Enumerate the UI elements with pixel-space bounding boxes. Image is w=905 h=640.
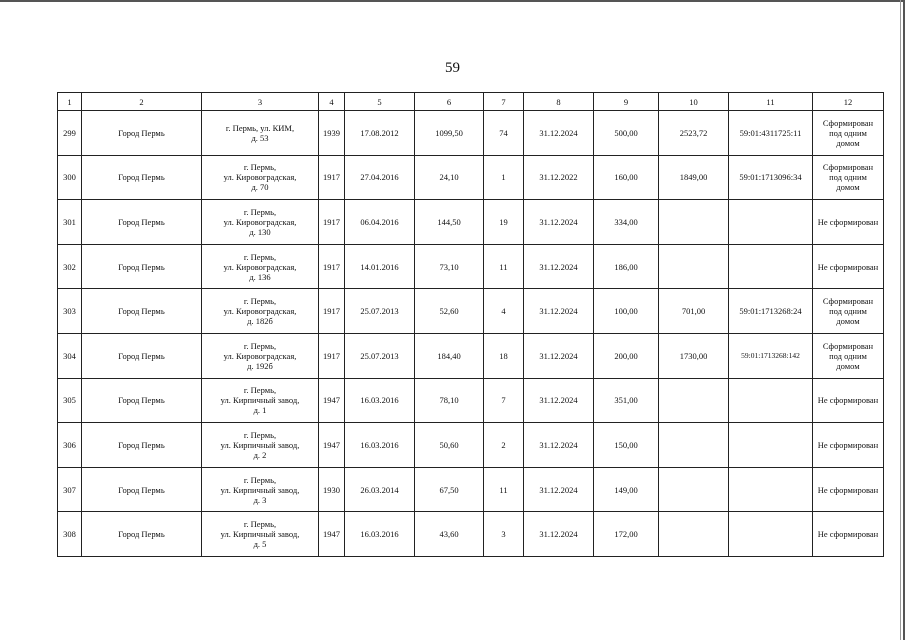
- address-cell: [202, 289, 319, 334]
- year-built-cell: 1947: [319, 512, 345, 557]
- area-cell: 67,50: [415, 467, 484, 512]
- land-status-line: Не сформирован: [817, 529, 879, 540]
- land-status-cell: [813, 200, 884, 245]
- land-status-cell: [813, 289, 884, 334]
- address-line: ул. Кировоградская,: [223, 350, 297, 361]
- residents-cell: 3: [484, 512, 524, 557]
- area-cell: 24,10: [415, 155, 484, 200]
- land-status-line: Не сформирован: [817, 395, 879, 406]
- residents-cell: 11: [484, 467, 524, 512]
- table-row: [58, 423, 884, 468]
- date-cell: 16.03.2016: [345, 512, 415, 557]
- date-cell: 26.03.2014: [345, 467, 415, 512]
- land-area-cell: [659, 423, 729, 468]
- year-built-cell: 1947: [319, 378, 345, 423]
- land-status-cell: [813, 423, 884, 468]
- area-cell: 50,60: [415, 423, 484, 468]
- residents-cell: 7: [484, 378, 524, 423]
- deadline-cell: 31.12.2024: [524, 244, 594, 289]
- value-cell: 160,00: [594, 155, 659, 200]
- address-line: г. Пермь,: [243, 251, 277, 262]
- land-status-line: Сформирован: [822, 117, 874, 128]
- row-number-cell: 299: [58, 111, 82, 156]
- year-built-cell: 1917: [319, 155, 345, 200]
- cadastral-number-cell: 59:01:4311725:11: [729, 111, 813, 156]
- address-line: д. 70: [251, 182, 269, 193]
- land-area-cell: 2523,72: [659, 111, 729, 156]
- land-area-cell: [659, 244, 729, 289]
- address-line: д. 1: [253, 405, 267, 416]
- address-line: ул. Кирпичный завод,: [220, 529, 300, 540]
- land-area-cell: [659, 512, 729, 557]
- address-line: г. Пермь,: [243, 296, 277, 307]
- land-status-line: домом: [836, 360, 860, 371]
- year-built-cell: 1939: [319, 111, 345, 156]
- land-status-cell: [813, 155, 884, 200]
- value-cell: 500,00: [594, 111, 659, 156]
- table-row: [58, 244, 884, 289]
- address-cell: [202, 423, 319, 468]
- address-cell: [202, 467, 319, 512]
- date-cell: 25.07.2013: [345, 289, 415, 334]
- address-cell: [202, 155, 319, 200]
- date-cell: 16.03.2016: [345, 378, 415, 423]
- year-built-cell: 1917: [319, 289, 345, 334]
- address-line: д. 182б: [247, 316, 273, 327]
- date-cell: 25.07.2013: [345, 333, 415, 378]
- address-line: д. 53: [251, 132, 269, 143]
- address-line: ул. Кировоградская,: [223, 216, 297, 227]
- municipality-cell: Город Пермь: [82, 423, 202, 468]
- municipality-cell: Город Пермь: [82, 244, 202, 289]
- cadastral-number-cell: [729, 423, 813, 468]
- column-header: 1: [58, 93, 82, 111]
- page-number: 59: [445, 60, 460, 76]
- address-line: ул. Кировоградская,: [223, 172, 297, 183]
- land-area-cell: [659, 378, 729, 423]
- row-number-cell: 304: [58, 333, 82, 378]
- residents-cell: 19: [484, 200, 524, 245]
- land-status-cell: [813, 512, 884, 557]
- address-line: г. Пермь,: [243, 519, 277, 530]
- cadastral-number-cell: 59:01:1713268:24: [729, 289, 813, 334]
- address-line: д. 130: [249, 226, 271, 237]
- scan-edge-top: [0, 0, 905, 2]
- address-line: г. Пермь,: [243, 340, 277, 351]
- deadline-cell: 31.12.2024: [524, 289, 594, 334]
- address-cell: [202, 333, 319, 378]
- value-cell: 186,00: [594, 244, 659, 289]
- value-cell: 150,00: [594, 423, 659, 468]
- row-number-cell: 307: [58, 467, 82, 512]
- column-header: 7: [484, 93, 524, 111]
- address-line: д. 3: [253, 494, 267, 505]
- address-line: д. 5: [253, 539, 267, 550]
- land-status-cell: [813, 244, 884, 289]
- land-status-line: домом: [836, 182, 860, 193]
- address-cell: [202, 200, 319, 245]
- table-row: [58, 378, 884, 423]
- land-status-line: домом: [836, 137, 860, 148]
- column-header: 11: [729, 93, 813, 111]
- address-line: ул. Кировоградская,: [223, 261, 297, 272]
- scan-edge-right-inner: [900, 0, 901, 640]
- address-line: ул. Кировоградская,: [223, 306, 297, 317]
- land-status-line: под одним: [829, 172, 867, 183]
- year-built-cell: 1917: [319, 244, 345, 289]
- land-status-line: под одним: [829, 306, 867, 317]
- value-cell: 334,00: [594, 200, 659, 245]
- residents-cell: 74: [484, 111, 524, 156]
- deadline-cell: 31.12.2024: [524, 512, 594, 557]
- land-status-line: Сформирован: [822, 296, 874, 307]
- land-status-line: Не сформирован: [817, 439, 879, 450]
- municipality-cell: Город Пермь: [82, 378, 202, 423]
- date-cell: 06.04.2016: [345, 200, 415, 245]
- deadline-cell: 31.12.2024: [524, 111, 594, 156]
- area-cell: 43,60: [415, 512, 484, 557]
- area-cell: 78,10: [415, 378, 484, 423]
- land-status-line: Не сформирован: [817, 261, 879, 272]
- municipality-cell: Город Пермь: [82, 155, 202, 200]
- row-number-cell: 301: [58, 200, 82, 245]
- cadastral-number-cell: [729, 512, 813, 557]
- municipality-cell: Город Пермь: [82, 200, 202, 245]
- land-area-cell: 701,00: [659, 289, 729, 334]
- table-row: [58, 467, 884, 512]
- address-line: д. 2: [253, 449, 267, 460]
- area-cell: 1099,50: [415, 111, 484, 156]
- column-header: 4: [319, 93, 345, 111]
- land-status-line: под одним: [829, 127, 867, 138]
- column-header: 5: [345, 93, 415, 111]
- land-status-line: Сформирован: [822, 162, 874, 173]
- table-row: [58, 289, 884, 334]
- address-cell: [202, 512, 319, 557]
- deadline-cell: 31.12.2024: [524, 423, 594, 468]
- land-status-line: Не сформирован: [817, 216, 879, 227]
- address-line: ул. Кирпичный завод,: [220, 395, 300, 406]
- cadastral-number-cell: [729, 467, 813, 512]
- address-line: ул. Кирпичный завод,: [220, 484, 300, 495]
- column-header: 6: [415, 93, 484, 111]
- year-built-cell: 1917: [319, 200, 345, 245]
- area-cell: 184,40: [415, 333, 484, 378]
- land-status-line: Не сформирован: [817, 484, 879, 495]
- date-cell: 14.01.2016: [345, 244, 415, 289]
- table-row: [58, 155, 884, 200]
- address-line: ул. Кирпичный завод,: [220, 439, 300, 450]
- area-cell: 144,50: [415, 200, 484, 245]
- address-cell: [202, 378, 319, 423]
- row-number-cell: 302: [58, 244, 82, 289]
- deadline-cell: 31.12.2024: [524, 200, 594, 245]
- municipality-cell: Город Пермь: [82, 467, 202, 512]
- date-cell: 17.08.2012: [345, 111, 415, 156]
- deadline-cell: 31.12.2022: [524, 155, 594, 200]
- cadastral-number-cell: 59:01:1713268:142: [729, 333, 813, 378]
- row-number-cell: 300: [58, 155, 82, 200]
- address-line: г. Пермь,: [243, 162, 277, 173]
- land-area-cell: 1730,00: [659, 333, 729, 378]
- table-row: [58, 512, 884, 557]
- column-header: 10: [659, 93, 729, 111]
- date-cell: 27.04.2016: [345, 155, 415, 200]
- table-row: [58, 333, 884, 378]
- area-cell: 73,10: [415, 244, 484, 289]
- land-status-cell: [813, 333, 884, 378]
- municipality-cell: Город Пермь: [82, 289, 202, 334]
- value-cell: 100,00: [594, 289, 659, 334]
- table-row: [58, 111, 884, 156]
- land-area-cell: 1849,00: [659, 155, 729, 200]
- cadastral-number-cell: 59:01:1713096:34: [729, 155, 813, 200]
- address-cell: [202, 244, 319, 289]
- deadline-cell: 31.12.2024: [524, 378, 594, 423]
- land-status-cell: [813, 111, 884, 156]
- land-status-line: домом: [836, 316, 860, 327]
- address-line: г. Пермь, ул. КИМ,: [225, 122, 295, 133]
- table-row: [58, 200, 884, 245]
- cadastral-number-cell: [729, 244, 813, 289]
- cadastral-number-cell: [729, 200, 813, 245]
- column-header: 9: [594, 93, 659, 111]
- value-cell: 200,00: [594, 333, 659, 378]
- address-cell: [202, 111, 319, 156]
- deadline-cell: 31.12.2024: [524, 333, 594, 378]
- land-status-line: под одним: [829, 350, 867, 361]
- date-cell: 16.03.2016: [345, 423, 415, 468]
- table-header-row: [58, 93, 884, 111]
- year-built-cell: 1930: [319, 467, 345, 512]
- column-header: 12: [813, 93, 884, 111]
- value-cell: 172,00: [594, 512, 659, 557]
- address-line: г. Пермь,: [243, 385, 277, 396]
- residents-cell: 2: [484, 423, 524, 468]
- address-line: д. 192б: [247, 360, 273, 371]
- address-line: г. Пермь,: [243, 206, 277, 217]
- cadastral-number-cell: [729, 378, 813, 423]
- row-number-cell: 305: [58, 378, 82, 423]
- address-line: г. Пермь,: [243, 429, 277, 440]
- deadline-cell: 31.12.2024: [524, 467, 594, 512]
- residents-cell: 4: [484, 289, 524, 334]
- registry-table: [57, 92, 884, 557]
- municipality-cell: Город Пермь: [82, 111, 202, 156]
- row-number-cell: 306: [58, 423, 82, 468]
- registry-table-body: [58, 111, 884, 557]
- area-cell: 52,60: [415, 289, 484, 334]
- residents-cell: 1: [484, 155, 524, 200]
- column-header: 2: [82, 93, 202, 111]
- land-area-cell: [659, 200, 729, 245]
- municipality-cell: Город Пермь: [82, 512, 202, 557]
- residents-cell: 11: [484, 244, 524, 289]
- municipality-cell: Город Пермь: [82, 333, 202, 378]
- address-line: г. Пермь,: [243, 474, 277, 485]
- year-built-cell: 1947: [319, 423, 345, 468]
- value-cell: 149,00: [594, 467, 659, 512]
- value-cell: 351,00: [594, 378, 659, 423]
- residents-cell: 18: [484, 333, 524, 378]
- land-area-cell: [659, 467, 729, 512]
- land-status-cell: [813, 378, 884, 423]
- row-number-cell: 308: [58, 512, 82, 557]
- column-header: 3: [202, 93, 319, 111]
- land-status-line: Сформирован: [822, 340, 874, 351]
- column-header: 8: [524, 93, 594, 111]
- year-built-cell: 1917: [319, 333, 345, 378]
- land-status-cell: [813, 467, 884, 512]
- row-number-cell: 303: [58, 289, 82, 334]
- address-line: д. 136: [249, 271, 271, 282]
